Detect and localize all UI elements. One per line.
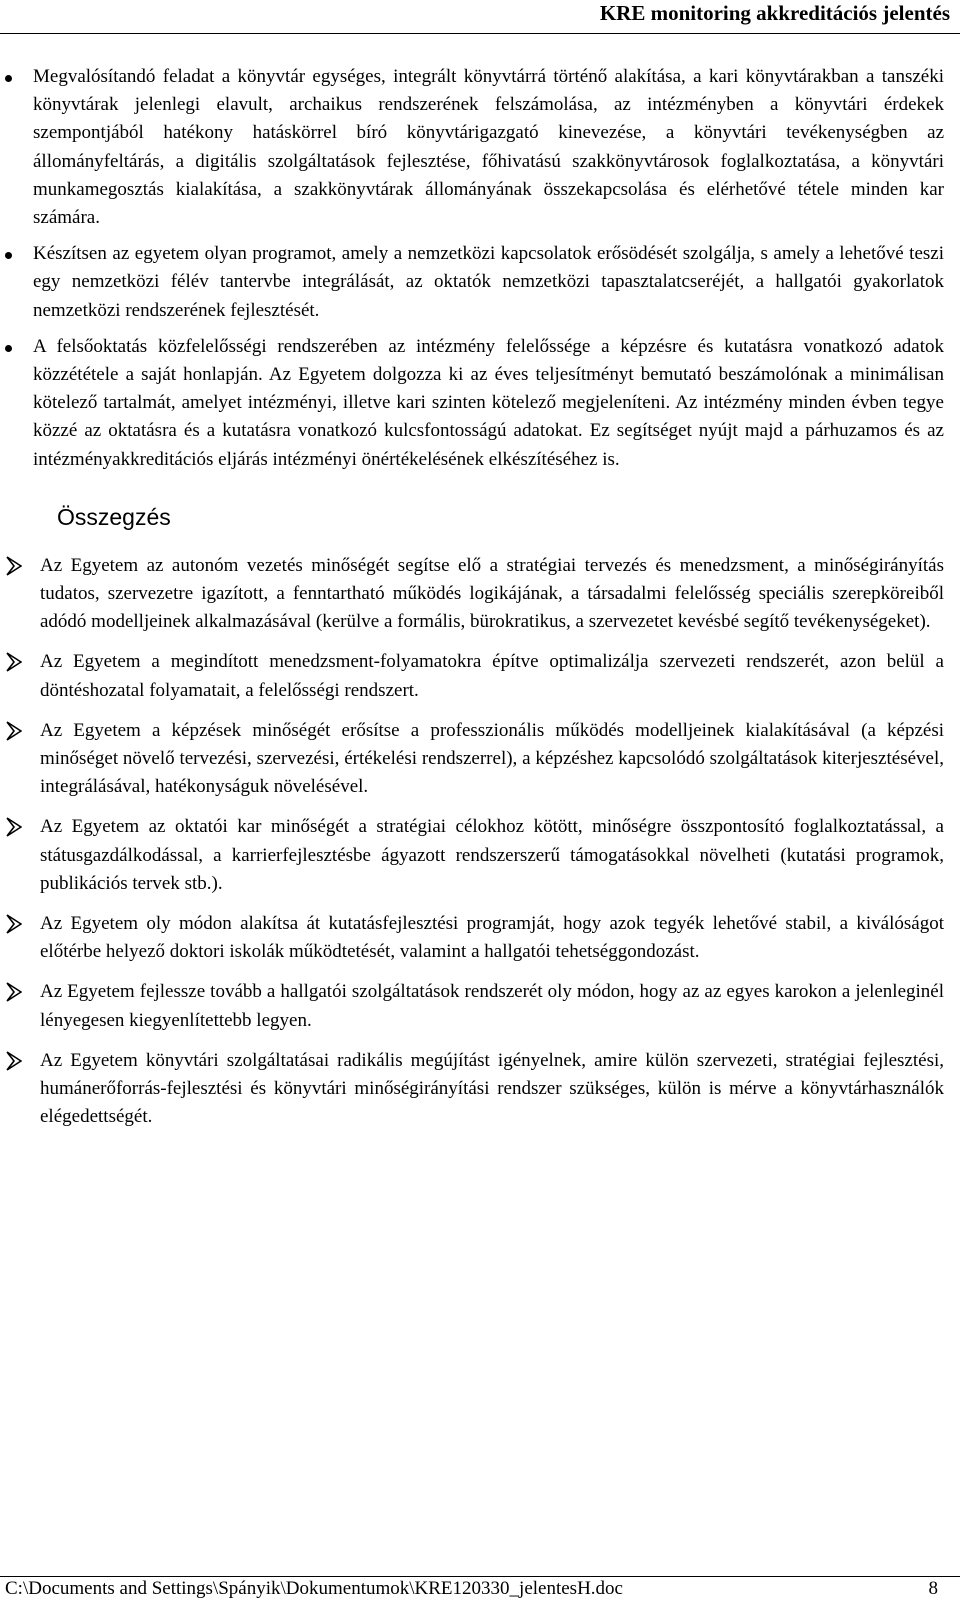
list-item xyxy=(0,240,960,325)
list-item-text: Az Egyetem oly módon alakítsa át kutatásfejlesztési programját, hogy azok tegyék lehetővé stabil, a kiválóságot előtérbe helyező doktori iskolák működtetését, valamint a hallgatói tehetséggondozást. xyxy=(40,913,944,963)
document-body xyxy=(0,63,960,1144)
list-item xyxy=(0,910,960,966)
page-header xyxy=(0,0,960,40)
bullet-icon xyxy=(5,75,12,82)
list-item xyxy=(0,1047,960,1132)
list-item-text: Az Egyetem a megindított menedzsment-folyamatokra építve optimalizálja szervezeti rendszerét, azon belül a döntéshozatal folyamatait, a felelősségi rendszert. xyxy=(40,651,944,701)
summary-list xyxy=(0,552,960,1132)
list-item-text: Megvalósítandó feladat a könyvtár egységes, integrált könyvtárrá történő alakítása, a kari könyvtárakban a tanszéki könyvtárak jelenlegi elavult, archaikus rendszerének felszámolása, az intézményben a könyvtári érdekek szempontjából hatékony hatáskörrel bíró könyvtárigazgató kinevezése, a könyvtári tevékenységben az állományfeltárás, a digitális szolgáltatások fejlesztése, főhivatású szakkönyvtárosok foglalkoztatása, a könyvtári munkamegosztás kialakítása, a szakkönyvtárak állományának összekapcsolása és elérhetővé tétele minden kar számára. xyxy=(33,66,944,229)
list-item-text: Készítsen az egyetem olyan programot, amely a nemzetközi kapcsolatok erősödését szolgálja, s amely a lehetővé teszi egy nemzetközi félév tantervbe integrálását, az oktatók nemzetközi tapasztalatcseréjét, a hallgatói gyakorlatok nemzetközi rendszerének fejlesztését. xyxy=(33,243,944,321)
list-item xyxy=(0,648,960,704)
list-item-text: Az Egyetem könyvtári szolgáltatásai radikális megújítást igényelnek, amire külön szervezeti, stratégiai fejlesztési, humánerőforrás-fejlesztési és könyvtári minőségirányítási rendszer szükséges, külön is mérve a könyvtárhasználók elégedettségét. xyxy=(40,1049,944,1128)
arrowhead-bullet-icon xyxy=(6,720,22,742)
section-title: Összegzés xyxy=(57,503,171,530)
arrowhead-bullet-icon xyxy=(6,1050,22,1072)
bullet-icon xyxy=(5,345,12,352)
list-item-text: Az Egyetem a képzések minőségét erősítse a professzionális működés modelljeinek kialakításával (a képzési minőséget növelő tervezési, szervezési, értékelési rendszerrel), a képzéshez kapcsolódó szolgáltatások kiterjesztésével, integrálásával, hatékonyságuk növelésével. xyxy=(40,719,944,798)
list-item xyxy=(0,717,960,802)
header-divider xyxy=(0,33,960,34)
arrowhead-bullet-icon xyxy=(6,913,22,935)
list-item-text: Az Egyetem az oktatói kar minőségét a stratégiai célokhoz kötött, minőségre összpontosító foglalkoztatással, a státusgazdálkodással, a karrierfejlesztésbe ágyazott rendszerszerű támogatásokkal növelheti (kutatási programok, publikációs tervek stb.). xyxy=(40,816,944,894)
list-item-text: A felsőoktatás közfelelősségi rendszerében az intézmény felelőssége a képzésre és kutatásra vonatkozó adatok közzététele a saját honlapján. Az Egyetem dolgozza ki az éves teljesítményt bemutató beszámolónak a minimálisan kötelező tartalmát, amelyet intézményi, illetve kari szinten kötelező megjeleníteni. Az intézmény minden évben tegye közzé az oktatásra és a kutatásra vonatkozó kulcsfontosságú adatokat. Ez segítséget nyújt majd a párhuzamos és az intézményakkreditációs eljárás intézményi önértékelésének elkészítéséhez is. xyxy=(33,335,944,470)
list-item xyxy=(0,552,960,637)
list-item xyxy=(0,63,960,232)
arrowhead-bullet-icon xyxy=(6,555,22,577)
page-footer xyxy=(0,1568,960,1601)
list-item xyxy=(0,333,960,474)
list-item xyxy=(0,978,960,1034)
arrowhead-bullet-icon xyxy=(6,981,22,1003)
list-item-text: Az Egyetem az autonóm vezetés minőségét segítse elő a stratégiai tervezés és menedzsment, a minőségirányítás tudatos, szervezetre igazított, a fenntartható működés logikájának, a társadalmi felelősség speciális szerepköreiből adódó modelljeinek alkalmazásával (kerülve a formális, bürokratikus, a szervezetet kevésbé segítő tevékenységeket). xyxy=(40,554,944,633)
list-item-text: Az Egyetem fejlessze tovább a hallgatói szolgáltatások rendszerét oly módon, hogy az az egyes karokon a jelenleginél lényegesen kiegyenlítettebb legyen. xyxy=(40,981,944,1031)
page-number: 8 xyxy=(928,1578,938,1599)
header-title: KRE monitoring akkreditációs jelentés xyxy=(599,1,950,25)
list-item xyxy=(0,813,960,898)
recommendation-list xyxy=(0,63,960,474)
file-path: C:\Documents and Settings\Spányik\Dokumentumok\KRE120330_jelentesH.doc xyxy=(5,1578,623,1599)
arrowhead-bullet-icon xyxy=(6,651,22,673)
bullet-icon xyxy=(5,252,12,259)
arrowhead-bullet-icon xyxy=(6,816,22,838)
